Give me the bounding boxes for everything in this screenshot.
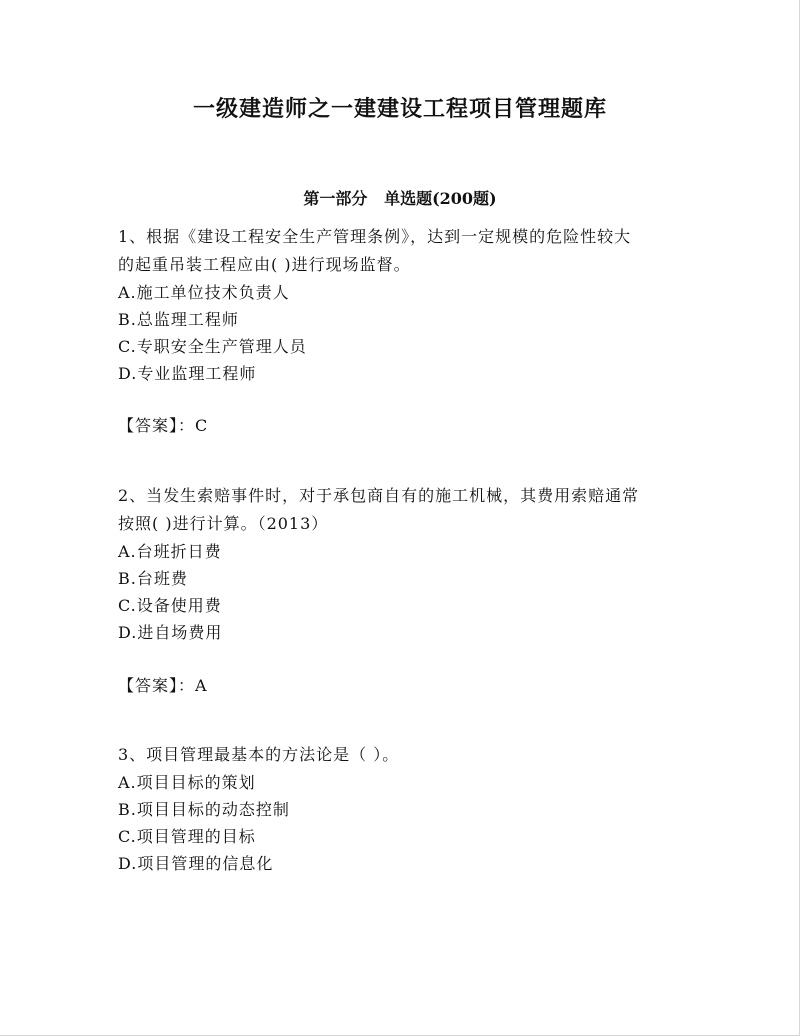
answer-value: C — [195, 416, 209, 435]
question-1-answer — [118, 413, 688, 439]
question-2-answer — [118, 673, 688, 699]
question-2-option-b: B.台班费 — [118, 569, 188, 588]
question-1 — [118, 223, 688, 387]
question-1-stem-line-1: 1、根据《建设工程安全生产管理条例》，达到一定规模的危险性较大 — [118, 227, 632, 246]
question-2-option-c: C.设备使用费 — [118, 596, 222, 615]
section-title: 第一部分 单选题(200题) — [303, 189, 497, 208]
question-3-option-b: B.项目目标的动态控制 — [118, 800, 290, 819]
question-3-option-a: A.项目目标的策划 — [118, 773, 256, 792]
question-3-option-c: C.项目管理的目标 — [118, 827, 256, 846]
document-title: 一级建造师之一建建设工程项目管理题库 — [192, 96, 607, 122]
question-1-option-a: A.施工单位技术负责人 — [118, 283, 290, 302]
question-3 — [118, 741, 688, 877]
question-1-option-c: C.专职安全生产管理人员 — [118, 337, 307, 356]
question-3-option-d: D.项目管理的信息化 — [118, 854, 274, 873]
question-2-option-d: D.进自场费用 — [118, 623, 223, 642]
question-1-option-d: D.专业监理工程师 — [118, 364, 257, 383]
answer-label: 【答案】： — [118, 676, 196, 695]
question-1-option-b: B.总监理工程师 — [118, 310, 239, 329]
question-2 — [118, 482, 688, 646]
question-1-stem-line-2: 的起重吊装工程应由( )进行现场监督。 — [118, 255, 411, 274]
answer-value: A — [195, 676, 208, 695]
question-2-stem-line-2: 按照( )进行计算。（2013） — [118, 514, 329, 533]
question-2-stem-line-1: 2、当发生索赔事件时，对于承包商自有的施工机械，其费用索赔通常 — [118, 486, 640, 505]
answer-label: 【答案】： — [118, 416, 196, 435]
question-3-stem-line-1: 3、项目管理最基本的方法论是（ ）。 — [118, 745, 400, 764]
question-2-option-a: A.台班折日费 — [118, 542, 222, 561]
